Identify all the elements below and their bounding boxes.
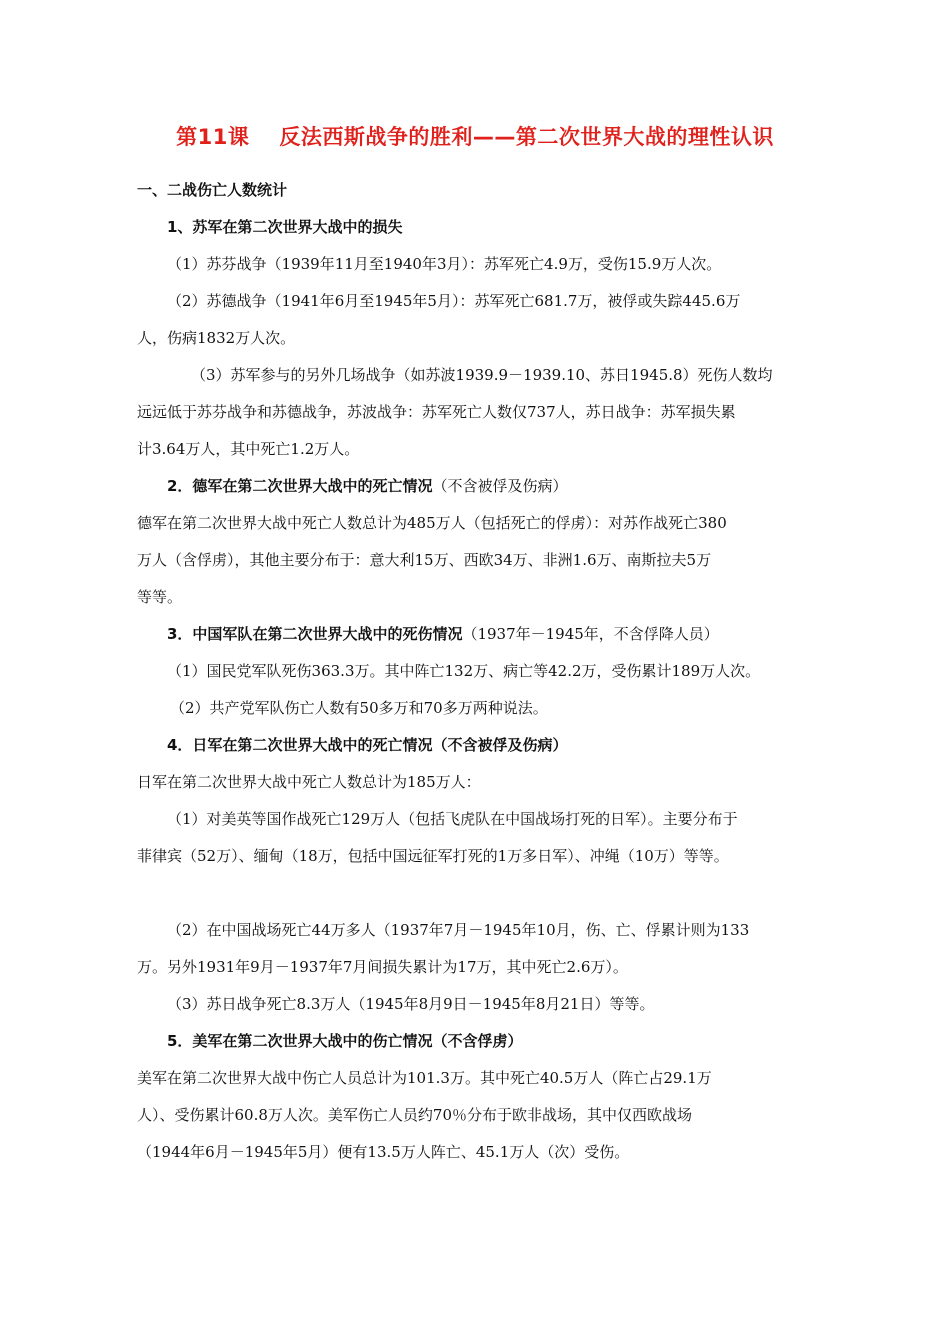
soviet-paragraph-3b: 远远低于苏芬战争和苏德战争，苏波战争：苏军死亡人数仅737人，苏日战争：苏军损失累: [137, 403, 736, 421]
japan-paragraph-2b: 万。另外1931年9月－1937年7月间损失累计为17万，其中死亡2.6万）。: [137, 958, 628, 976]
japan-intro: 日军在第二次世界大战中死亡人数总计为185万人：: [137, 773, 481, 791]
blank-line: [137, 875, 827, 912]
japan-paragraph-1a: （1）对美英等国作战死亡129万人（包括飞虎队在中国战场打死的日军）。主要分布于: [167, 810, 738, 828]
german-paragraph-1b: 万人（含俘虏），其他主要分布于：意大利15万、西欧34万、非洲1.6万、南斯拉夫5万: [137, 551, 712, 569]
china-paragraph-2: （2）共产党军队伤亡人数有50多万和70多万两种说法。: [170, 699, 548, 717]
german-paragraph-1a: 德军在第二次世界大战中死亡人数总计为485万人（包括死亡的俘虏）：对苏作战死亡380: [137, 514, 727, 532]
lesson-number: 第11课: [176, 125, 250, 149]
page-title: [0, 121, 950, 151]
usa-paragraph-1c: （1944年6月－1945年5月）便有13.5万人阵亡、45.1万人（次）受伤。: [137, 1143, 630, 1161]
usa-heading: 5．美军在第二次世界大战中的伤亡情况（不含俘虏）: [167, 1032, 523, 1050]
japan-paragraph-3: （3）苏日战争死亡8.3万人（1945年8月9日－1945年8月21日）等等。: [167, 995, 655, 1013]
soviet-paragraph-3a: （3）苏军参与的另外几场战争（如苏波1939.9－1939.10、苏日1945.8）死伤人数均: [191, 366, 773, 384]
japan-paragraph-1b: 菲律宾（52万）、缅甸（18万，包括中国远征军打死的1万多日军）、冲绳（10万）等等。: [137, 847, 729, 865]
german-heading: [137, 468, 827, 505]
german-paragraph-1c: 等等。: [137, 588, 183, 606]
soviet-paragraph-2a: （2）苏德战争（1941年6月至1945年5月）：苏军死亡681.7万，被俘或失踪445.6万: [167, 292, 741, 310]
section-heading: 一、二战伤亡人数统计: [137, 181, 288, 199]
china-heading: [137, 616, 827, 653]
usa-paragraph-1b: 人）、受伤累计60.8万人次。美军伤亡人员约70％分布于欧非战场，其中仅西欧战场: [137, 1106, 692, 1124]
japan-heading: 4．日军在第二次世界大战中的死亡情况（不含被俘及伤病）: [167, 736, 568, 754]
china-heading-text: 3．中国军队在第二次世界大战中的死伤情况: [167, 625, 463, 643]
lesson-title: 反法西斯战争的胜利——第二次世界大战的理性认识: [279, 125, 774, 149]
german-heading-note: （不含被俘及伤病）: [432, 477, 568, 495]
usa-paragraph-1a: 美军在第二次世界大战中伤亡人员总计为101.3万。其中死亡40.5万人（阵亡占29.1万: [137, 1069, 712, 1087]
soviet-paragraph-1: （1）苏芬战争（1939年11月至1940年3月）：苏军死亡4.9万，受伤15.9万人次。: [167, 255, 722, 273]
china-paragraph-1: （1）国民党军队死伤363.3万。其中阵亡132万、病亡等42.2万，受伤累计189万人次。: [167, 662, 761, 680]
japan-paragraph-2a: （2）在中国战场死亡44万多人（1937年7月－1945年10月，伤、亡、俘累计则为133: [167, 921, 750, 939]
soviet-paragraph-2b: 人，伤病1832万人次。: [137, 329, 296, 347]
german-heading-text: 2．德军在第二次世界大战中的死亡情况: [167, 477, 433, 495]
china-heading-note: （1937年－1945年，不含俘降人员）: [462, 625, 719, 643]
document-body: [137, 172, 827, 1171]
soviet-paragraph-3c: 计3.64万人，其中死亡1.2万人。: [137, 440, 360, 458]
soviet-heading: 1、苏军在第二次世界大战中的损失: [167, 218, 403, 236]
